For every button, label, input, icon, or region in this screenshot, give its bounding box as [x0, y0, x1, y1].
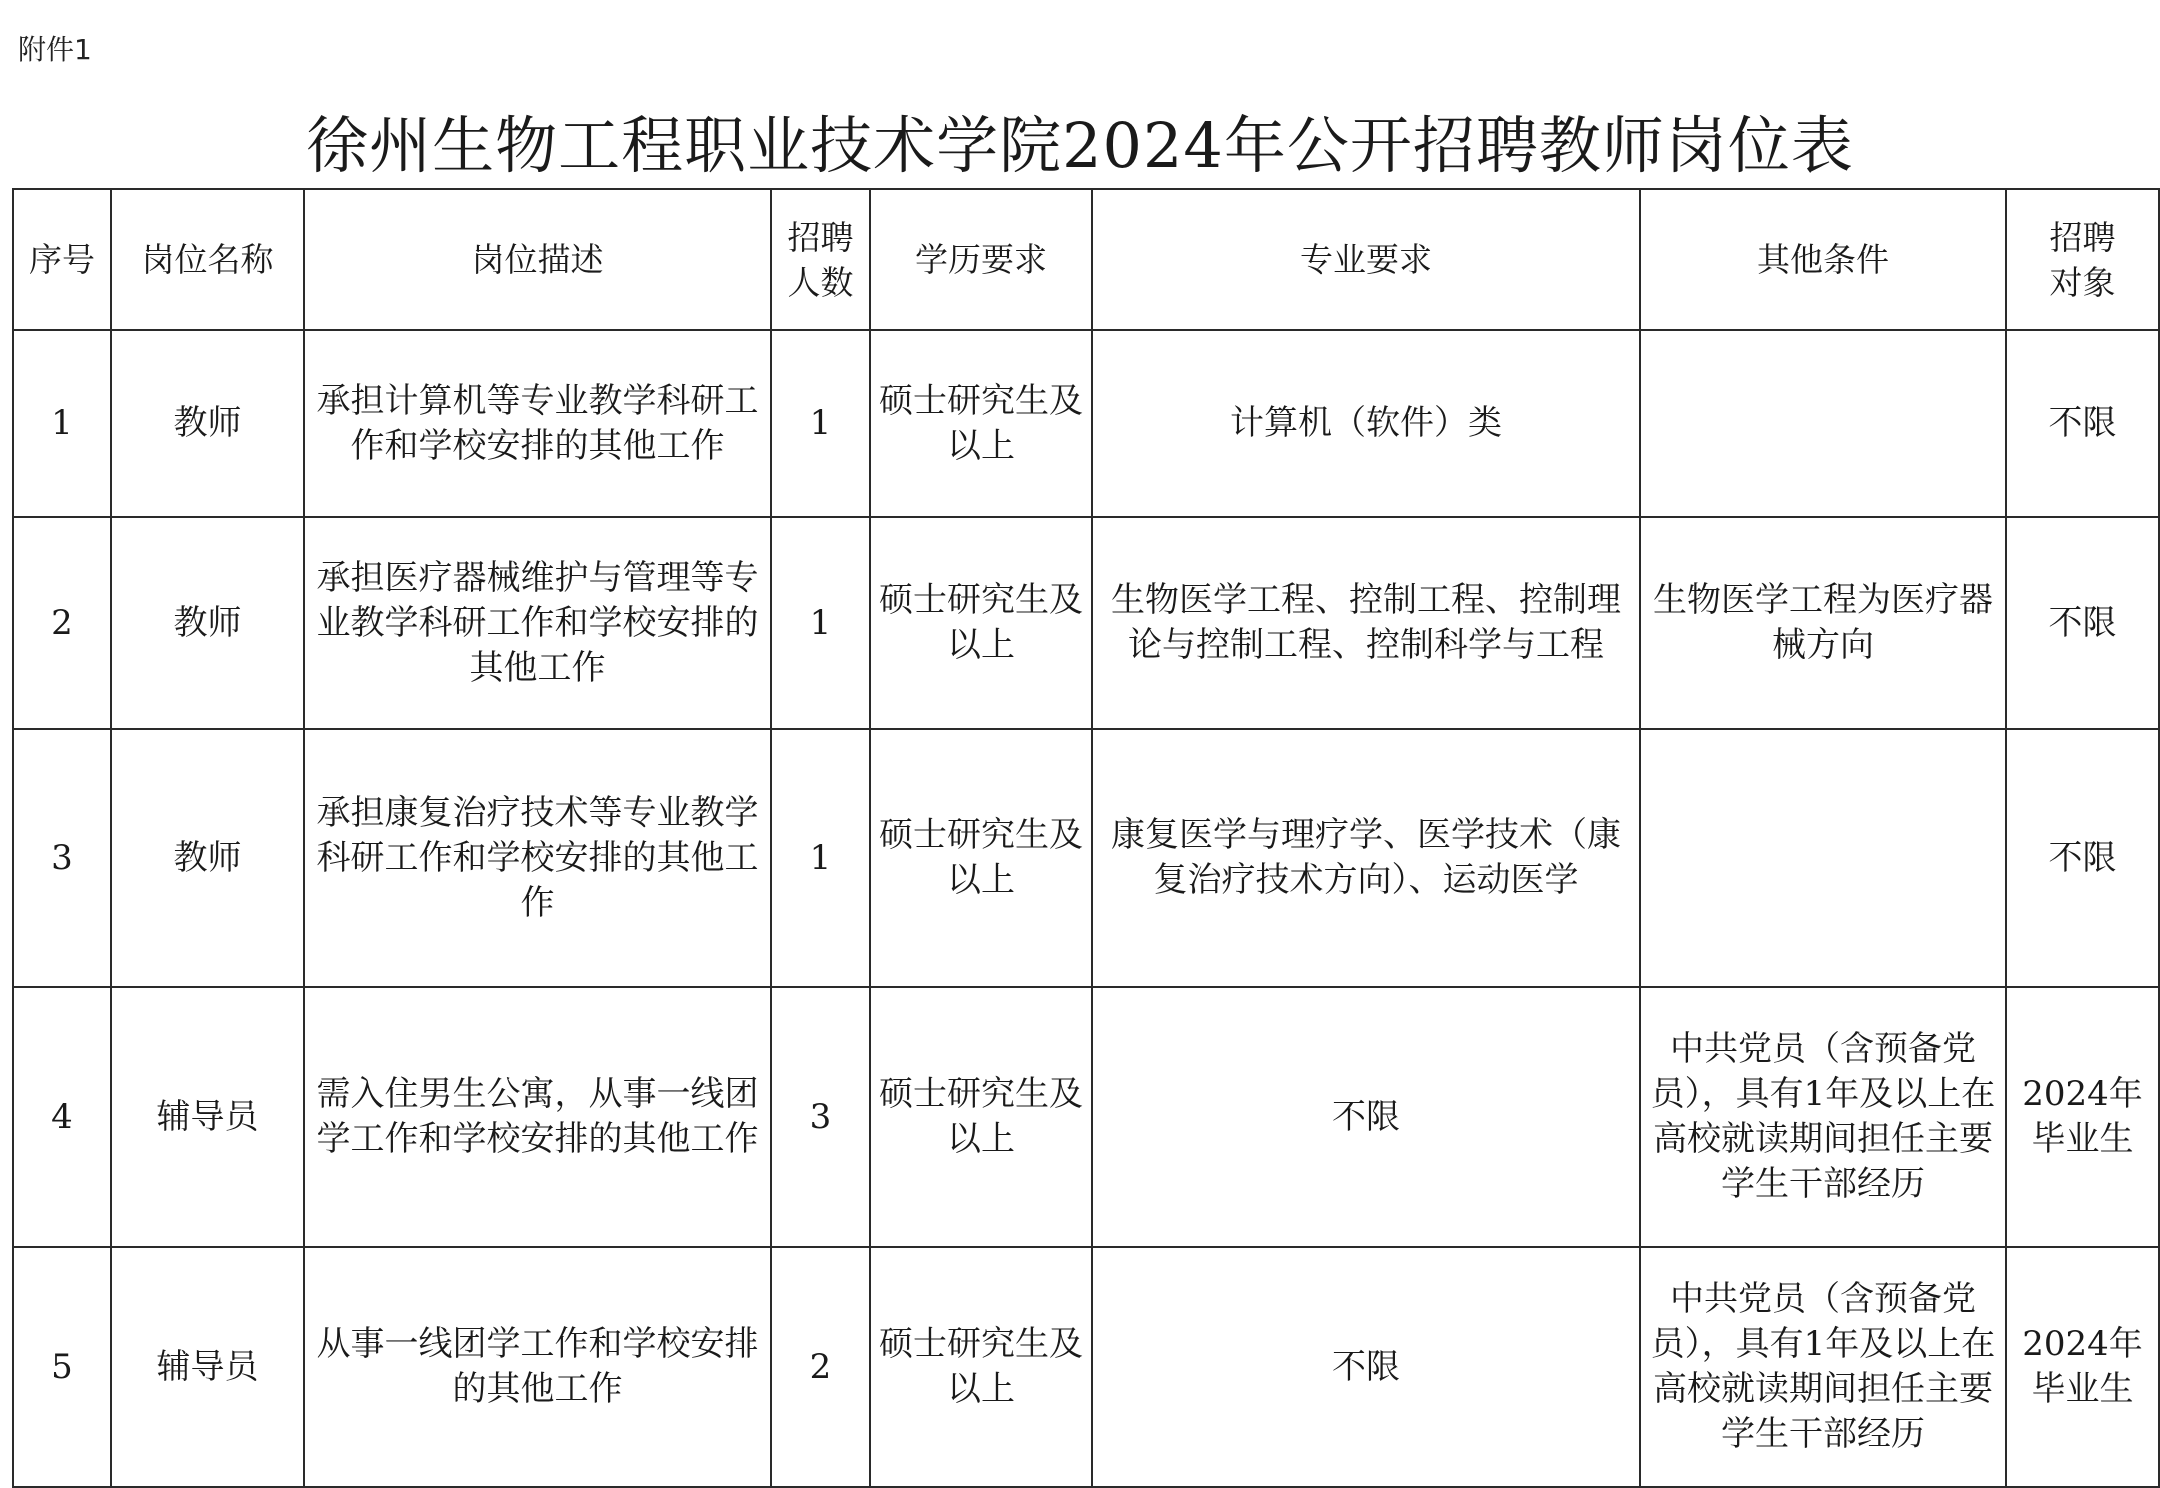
- cell-position: 教师: [111, 517, 304, 729]
- header-count-line1: 招聘: [787, 217, 854, 257]
- cell-education: 硕士研究生及以上: [870, 1247, 1092, 1487]
- cell-education: 硕士研究生及以上: [870, 330, 1092, 517]
- cell-target: 2024年毕业生: [2006, 1247, 2159, 1487]
- header-education: 学历要求: [870, 189, 1092, 330]
- cell-other: [1640, 729, 2006, 987]
- header-target-line1: 招聘: [2049, 217, 2116, 257]
- cell-position: 教师: [111, 330, 304, 517]
- cell-description: 承担康复治疗技术等专业教学科研工作和学校安排的其他工作: [304, 729, 771, 987]
- cell-index: 3: [13, 729, 111, 987]
- document-title: 徐州生物工程职业技术学院2024年公开招聘教师岗位表: [306, 109, 1854, 182]
- header-target: [2006, 189, 2159, 330]
- cell-other: 中共党员（含预备党员），具有1年及以上在高校就读期间担任主要学生干部经历: [1640, 987, 2006, 1247]
- cell-major: 不限: [1092, 1247, 1640, 1487]
- table-row: [13, 729, 2159, 987]
- cell-major: 不限: [1092, 987, 1640, 1247]
- cell-description: 需入住男生公寓，从事一线团学工作和学校安排的其他工作: [304, 987, 771, 1247]
- cell-education: 硕士研究生及以上: [870, 517, 1092, 729]
- table-row: [13, 330, 2159, 517]
- header-count-line2: 人数: [787, 262, 854, 302]
- cell-count: 3: [771, 987, 870, 1247]
- cell-count: 1: [771, 517, 870, 729]
- cell-position: 教师: [111, 729, 304, 987]
- cell-count: 1: [771, 330, 870, 517]
- header-position: 岗位名称: [111, 189, 304, 330]
- cell-count: 2: [771, 1247, 870, 1487]
- cell-major: 计算机（软件）类: [1092, 330, 1640, 517]
- cell-major: 康复医学与理疗学、医学技术（康复治疗技术方向）、运动医学: [1092, 729, 1640, 987]
- cell-education: 硕士研究生及以上: [870, 987, 1092, 1247]
- cell-education: 硕士研究生及以上: [870, 729, 1092, 987]
- cell-index: 1: [13, 330, 111, 517]
- header-count: [771, 189, 870, 330]
- cell-description: 从事一线团学工作和学校安排的其他工作: [304, 1247, 771, 1487]
- cell-other: [1640, 330, 2006, 517]
- cell-other: 中共党员（含预备党员），具有1年及以上在高校就读期间担任主要学生干部经历: [1640, 1247, 2006, 1487]
- table-row: [13, 987, 2159, 1247]
- cell-major: 生物医学工程、控制工程、控制理论与控制工程、控制科学与工程: [1092, 517, 1640, 729]
- cell-other: 生物医学工程为医疗器械方向: [1640, 517, 2006, 729]
- cell-index: 2: [13, 517, 111, 729]
- header-description: 岗位描述: [304, 189, 771, 330]
- cell-count: 1: [771, 729, 870, 987]
- cell-position: 辅导员: [111, 987, 304, 1247]
- table-row: [13, 517, 2159, 729]
- table-header-row: [13, 189, 2159, 330]
- header-target-line2: 对象: [2049, 262, 2116, 302]
- recruitment-table: [12, 188, 2160, 1488]
- header-other: 其他条件: [1640, 189, 2006, 330]
- cell-target: 不限: [2006, 330, 2159, 517]
- table-row: [13, 1247, 2159, 1487]
- cell-target: 2024年毕业生: [2006, 987, 2159, 1247]
- cell-description: 承担计算机等专业教学科研工作和学校安排的其他工作: [304, 330, 771, 517]
- cell-position: 辅导员: [111, 1247, 304, 1487]
- cell-description: 承担医疗器械维护与管理等专业教学科研工作和学校安排的其他工作: [304, 517, 771, 729]
- header-index: 序号: [13, 189, 111, 330]
- cell-index: 4: [13, 987, 111, 1247]
- header-major: 专业要求: [1092, 189, 1640, 330]
- cell-target: 不限: [2006, 729, 2159, 987]
- cell-target: 不限: [2006, 517, 2159, 729]
- attachment-label: 附件1: [18, 33, 92, 66]
- cell-index: 5: [13, 1247, 111, 1487]
